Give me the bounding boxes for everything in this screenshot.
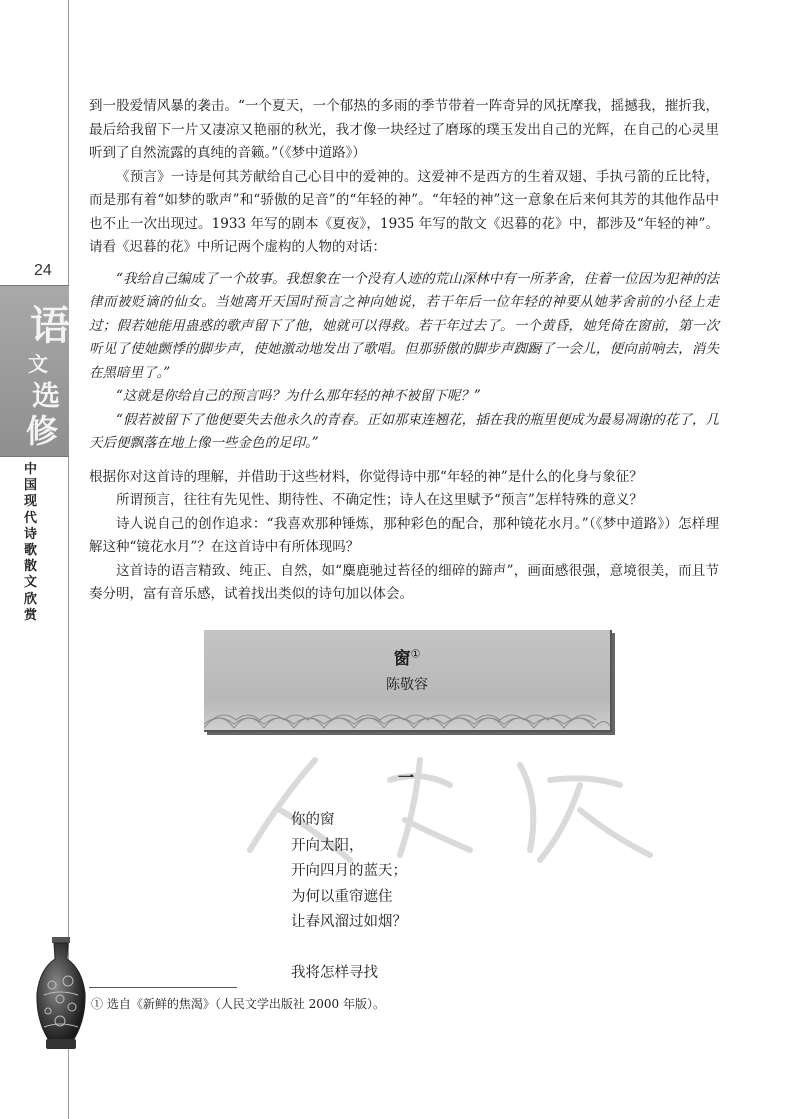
page-number: 24 xyxy=(34,262,52,279)
body-text xyxy=(89,95,719,607)
paragraph: 所谓预言，往往有先见性、期待性、不确定性；诗人在这里赋予“预言”怎样特殊的意义？ xyxy=(116,492,643,508)
paragraph: 诗人说自己的创作追求：“我喜欢那种锤炼，那种彩色的配合，那种镜花水月。”（《梦中道路》）怎样理解这种“镜花水月”？在这首诗中有所体现吗？ xyxy=(89,515,719,555)
footnote-separator xyxy=(89,987,237,988)
poem-line: 让春风溜过如烟？ xyxy=(291,914,407,930)
poem-section-number: 一 xyxy=(398,768,415,787)
cloisonne-vase-icon xyxy=(30,935,92,1055)
quotation-block xyxy=(89,268,719,456)
section-tab-char: 选 xyxy=(32,379,61,412)
paragraph: 到一股爱情风暴的袭击。“一个夏天，一个郁热的多雨的季节带着一阵奇异的风抚摩我，摇撼我，摧折我，最后给我留下一片又凄凉又艳丽的秋光，我才像一块经过了磨琢的璞玉发出自己的光辉，在自己的心灵里听到了自然流露的真纯的音籁。”（《梦中道路》） xyxy=(89,98,719,161)
wave-pattern-icon xyxy=(204,698,610,730)
poem-author: 陈敬容 xyxy=(386,676,428,692)
poem-line: 为何以重帘遮住 xyxy=(291,888,393,905)
section-tab-char: 语 xyxy=(30,302,70,349)
section-tab xyxy=(0,285,69,457)
footnote-marker[interactable]: ① xyxy=(410,647,421,661)
calligraphy-watermark xyxy=(220,740,680,870)
quote-paragraph: “假若被留下了他便要失去他永久的青春。正如那束连翘花，插在我的瓶里便成为最易凋谢的花了，几天后便飘落在地上像一些金色的足印。” xyxy=(89,411,719,451)
poem-line: 开向太阳， xyxy=(291,837,364,854)
poem-body xyxy=(291,808,407,986)
poem-line: 你的窗 xyxy=(291,812,335,828)
poem-line: 开向四月的蓝天； xyxy=(291,863,407,879)
quote-paragraph: “我给自己编成了一个故事。我想象在一个没有人迹的荒山深林中有一所茅舍，住着一位因为犯神的法律而被贬谪的仙女。当她离开天国时预言之神向她说，若干年后一位年轻的神要从她茅舍前的小径上走过；假若她能用蛊惑的歌声留下了他，她就可以得救。若干年过去了。一个黄昏，她凭倚在窗前，第一次听见了使她颤悸的脚步声，使她激动地发出了歌唱。但那骄傲的脚步声踟蹰了一会儿，便向前响去，消失在黑暗里了。” xyxy=(89,270,719,381)
section-tab-char: 修 xyxy=(26,412,59,450)
poem-title-text: 窗 xyxy=(393,649,411,669)
section-tab-char: 文 xyxy=(28,352,48,376)
poem-line: 我将怎样寻找 xyxy=(291,964,378,981)
stanza-gap xyxy=(291,936,407,961)
section-subtitle: 中国现代诗歌散文欣赏 xyxy=(24,462,38,623)
paragraph: 《预言》一诗是何其芳献给自己心目中的爱神的。这爱神不是西方的生着双翅、手执弓箭的丘比特，而是那有着“如梦的歌声”和“骄傲的足音”的“年轻的神”。“年轻的神”这一意象在后来何其芳的其他作品中也不止一次出现过。1933 年写的剧本《夏夜》，1935 年写的散文《迟暮的花》中，都涉及“年轻的神”。请看《迟暮的花》中所记两个虚构的人物的对话： xyxy=(89,168,719,255)
footnote: ① 选自《新鲜的焦渴》（人民文学出版社 2000 年版）。 xyxy=(91,997,385,1011)
poem-title xyxy=(204,644,610,669)
poem-title-banner xyxy=(204,630,612,732)
paragraph: 根据你对这首诗的理解，并借助于这些材料，你觉得诗中那“年轻的神”是什么的化身与象征？ xyxy=(89,468,643,485)
paragraph: 这首诗的语言精致、纯正、自然，如“麋鹿驰过苔径的细碎的蹄声”，画面感很强，意境很美，而且节奏分明，富有音乐感，试着找出类似的诗句加以体会。 xyxy=(89,562,719,602)
quote-paragraph: “这就是你给自己的预言吗？为什么那年轻的神不被留下呢？” xyxy=(116,388,481,404)
